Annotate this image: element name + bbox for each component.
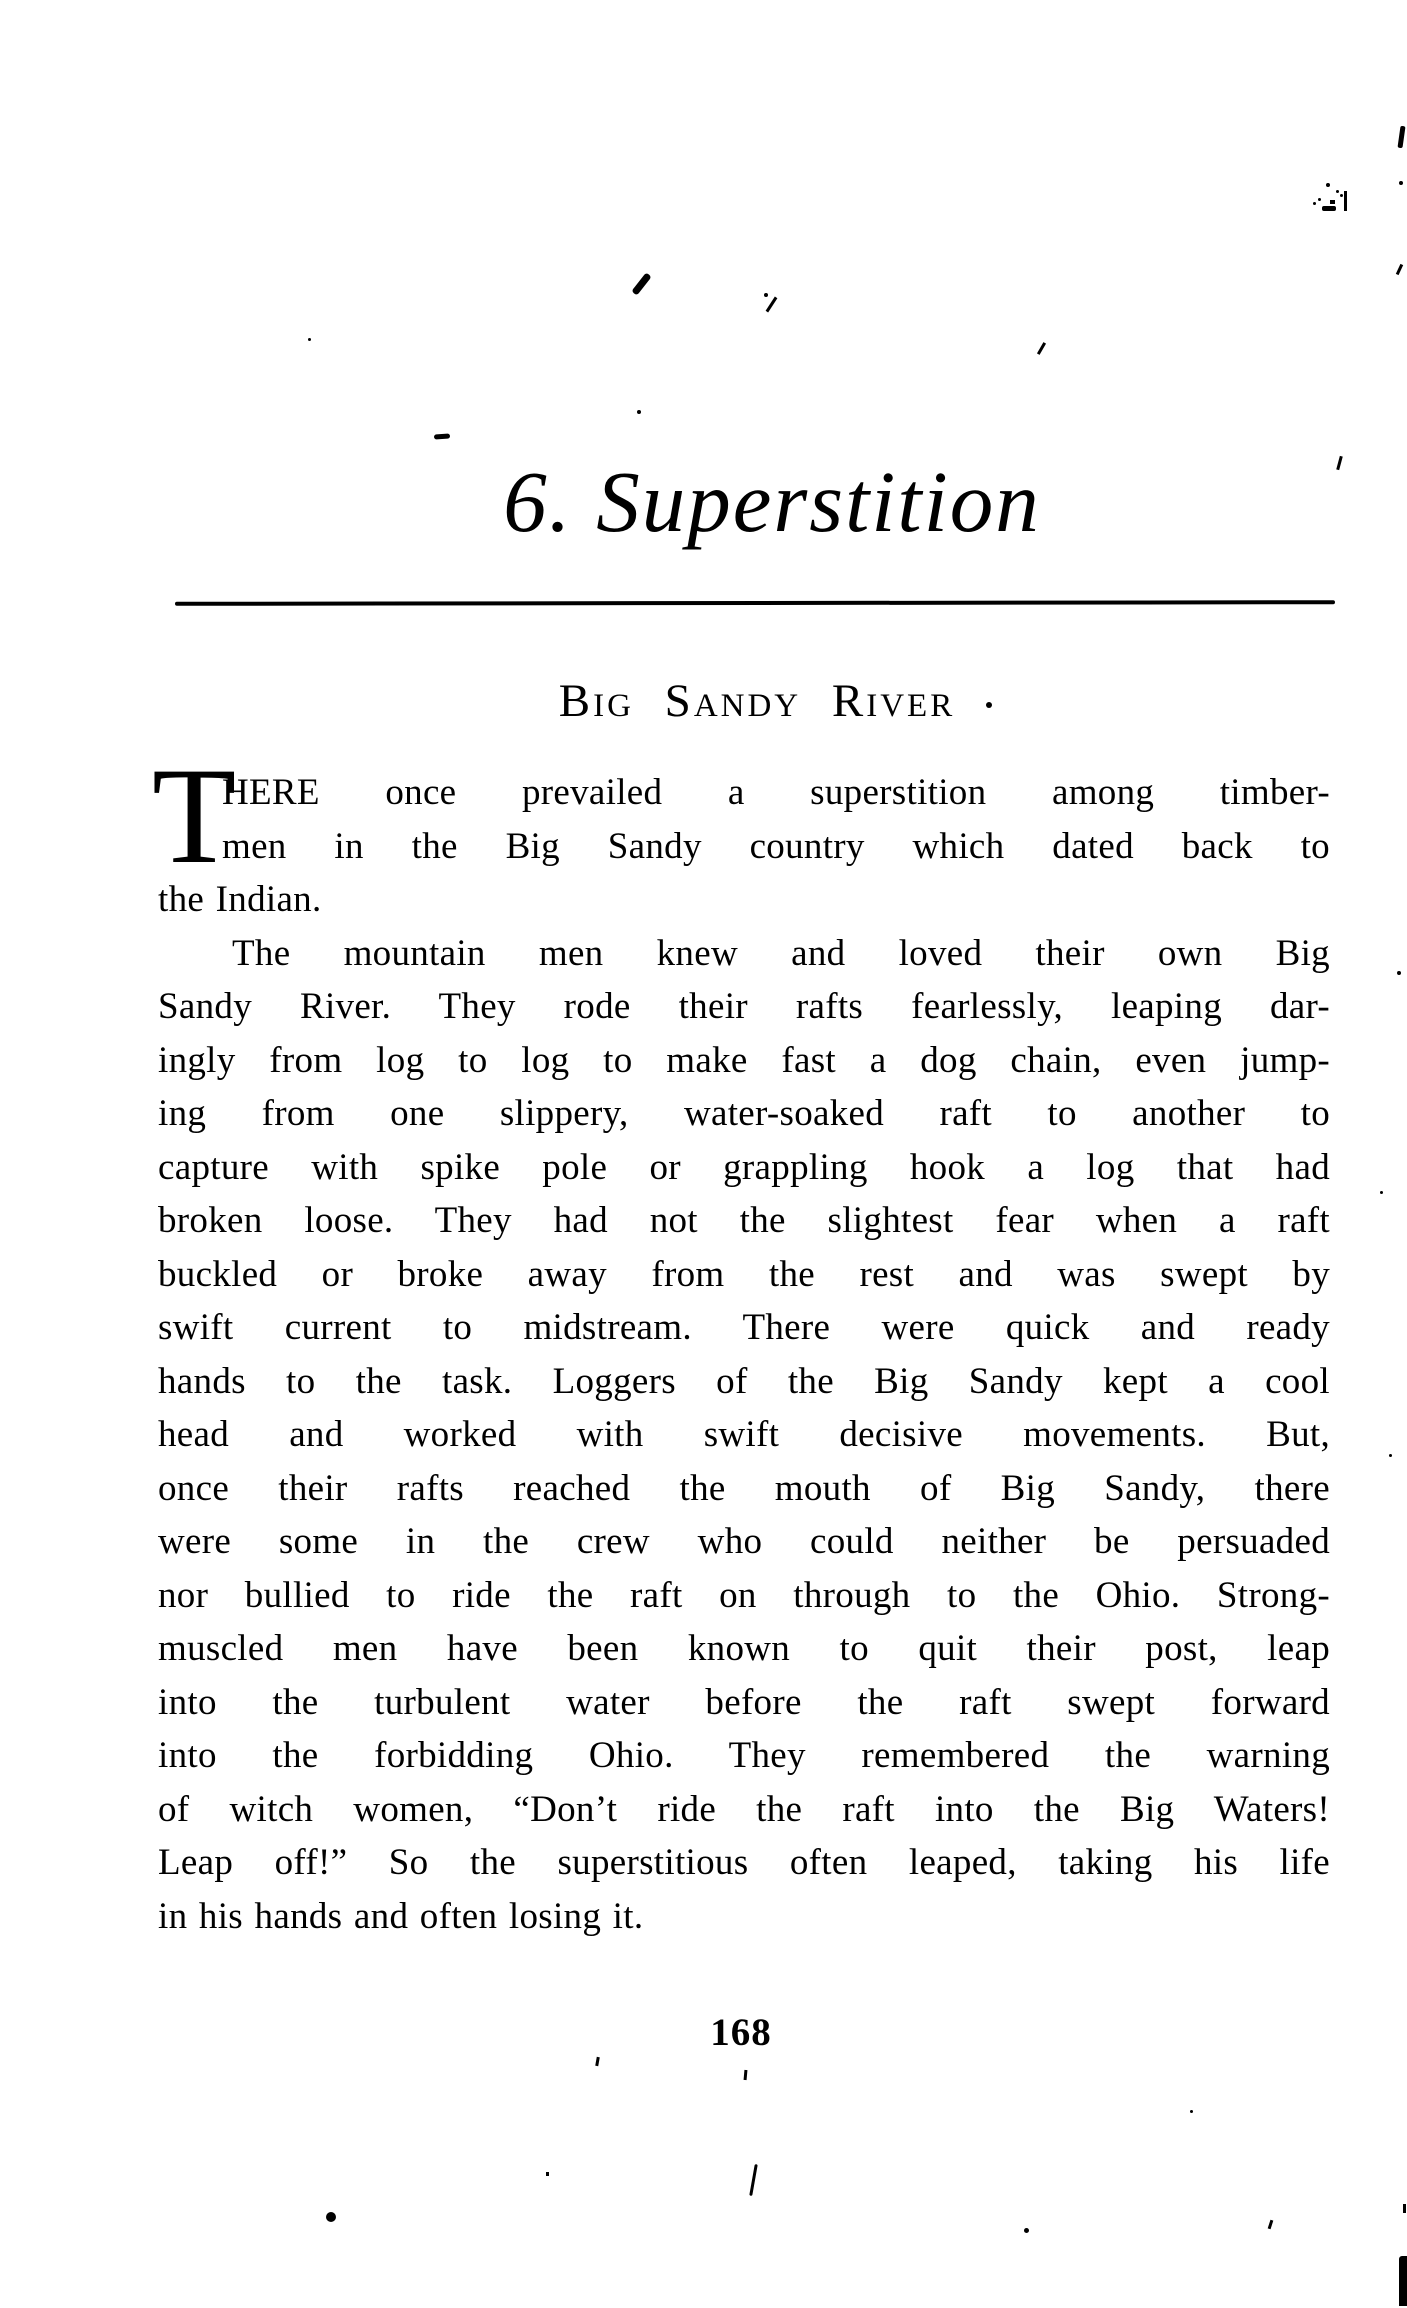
scan-stroke <box>1322 206 1336 211</box>
scan-speck <box>1340 194 1343 197</box>
scan-speck <box>1389 1454 1392 1457</box>
scan-stroke <box>1336 456 1343 470</box>
page-number: 168 <box>710 2011 772 2054</box>
scan-stroke <box>1396 264 1403 275</box>
scan-speck <box>546 2172 549 2176</box>
text-line: Leap off!” So the superstitious often leaped, taking his life <box>158 1842 1330 1883</box>
scan-stroke <box>1037 342 1046 355</box>
drop-cap: T <box>152 739 237 892</box>
text-line: into the forbidding Ohio. They remembered the warning <box>158 1735 1330 1776</box>
text-line: capture with spike pole or grappling hook a log that had <box>158 1146 1330 1188</box>
scan-speck <box>1024 2228 1029 2233</box>
text-line: into the turbulent water before the raft swept forward <box>158 1681 1330 1723</box>
text-line: hands to the task. Loggers of the Big Sandy kept a cool <box>158 1360 1330 1402</box>
scan-stroke <box>744 2070 748 2080</box>
scan-speck <box>1318 198 1321 201</box>
scan-stroke <box>749 2164 758 2196</box>
chapter-title: 6. Superstition <box>503 453 1041 550</box>
scan-stroke <box>1344 191 1347 211</box>
scan-speck <box>1330 200 1335 204</box>
text-line: broken loose. They had not the slightest fear when a raft <box>158 1200 1330 1241</box>
scan-speck <box>1336 190 1339 193</box>
scan-dash <box>434 433 450 439</box>
scan-speck <box>1399 181 1403 185</box>
scan-dot <box>326 2212 336 2222</box>
text-line: in his hands and often losing it. <box>158 1895 644 1937</box>
scan-speck <box>1190 2110 1193 2113</box>
text-line: once their rafts reached the mouth of Big Sandy, there <box>158 1467 1330 1509</box>
scan-stroke <box>766 297 778 313</box>
scan-stroke <box>595 2057 600 2066</box>
scan-stroke <box>631 272 651 295</box>
text-line: HERE once prevailed a superstition among timber- <box>222 772 1330 813</box>
scan-stroke <box>1399 2256 1407 2306</box>
text-line: swift current to midstream. There were quick and ready <box>158 1307 1330 1348</box>
text-line: were some in the crew who could neither be persuaded <box>158 1521 1330 1562</box>
horizontal-rule <box>175 600 1335 606</box>
scan-speck <box>1380 1191 1383 1194</box>
body-text <box>158 766 1330 1943</box>
text-line: ingly from log to log to make fast a dog chain, even jump- <box>158 1039 1330 1081</box>
scan-speck <box>764 293 768 297</box>
scan-speck <box>308 338 311 341</box>
text-line: Sandy River. They rode their rafts fearlessly, leaping dar- <box>158 986 1330 1027</box>
text-line: the Indian. <box>158 879 322 920</box>
text-line: nor bullied to ride the raft on through to the Ohio. Strong- <box>158 1574 1330 1616</box>
text-line: ing from one slippery, water-soaked raft to another to <box>158 1093 1330 1134</box>
scan-speck <box>1397 971 1401 975</box>
text-line: buckled or broke away from the rest and was swept by <box>158 1253 1330 1295</box>
section-heading: Big Sandy River <box>558 675 956 727</box>
text-line: The mountain men knew and loved their own Big <box>232 932 1330 974</box>
text-line: head and worked with swift decisive movements. But, <box>158 1414 1330 1455</box>
text-line: men in the Big Sandy country which dated back to <box>222 825 1330 867</box>
text-line: of witch women, “Don’t ride the raft into the Big Waters! <box>158 1788 1330 1830</box>
scan-speck <box>637 410 641 414</box>
scan-speck <box>1326 183 1330 187</box>
scan-stroke <box>1397 126 1405 148</box>
scan-stroke <box>1268 2220 1274 2229</box>
stray-period-mark <box>986 702 992 708</box>
scan-stroke <box>1403 2204 1406 2213</box>
scan-speck <box>1313 202 1316 205</box>
text-line: muscled men have been known to quit their post, leap <box>158 1628 1330 1669</box>
